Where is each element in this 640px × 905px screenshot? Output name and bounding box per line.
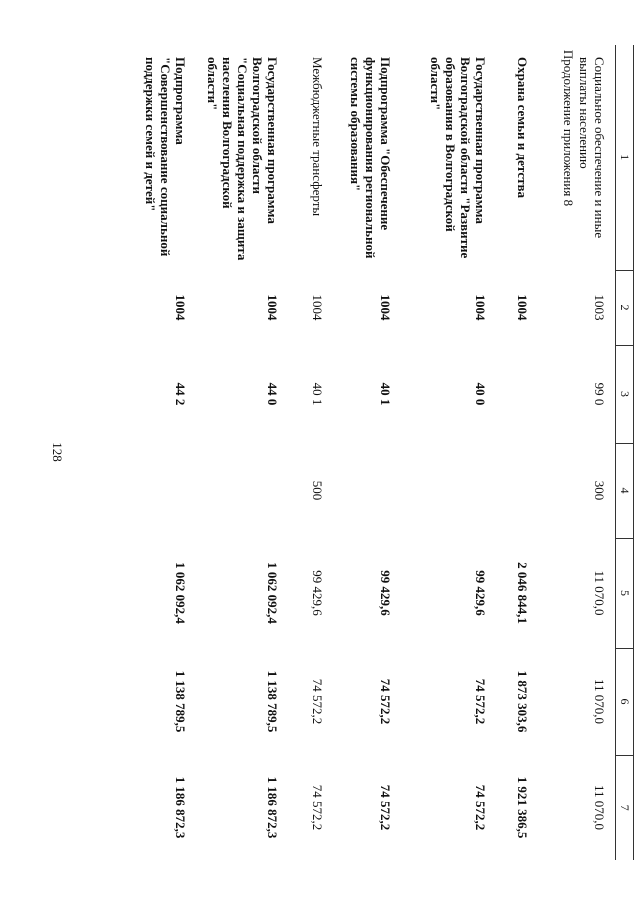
- row-amount-2: 1 873 303,6: [515, 670, 531, 733]
- row-expense-type: 300: [592, 480, 607, 501]
- row-amount-3: 1 921 386,5: [515, 776, 531, 839]
- appendix-continuation-note: Продолжение приложения 8: [561, 49, 576, 207]
- row-amount-2: 74 572,2: [378, 678, 394, 725]
- row-name: Социальное обеспечение и иные выплаты населению: [577, 57, 607, 239]
- header-col-6: 6: [616, 648, 634, 755]
- row-expense-type: [197, 443, 289, 538]
- row-expense-type: [334, 443, 402, 538]
- row-section-code: 1003: [592, 294, 607, 321]
- row-target-code: 44 0: [265, 382, 281, 406]
- row-name: Межбюджетные трансферты: [310, 57, 326, 217]
- row-amount-1: 99 429,6: [378, 570, 394, 616]
- row-amount-2: 1 138 789,5: [173, 670, 189, 733]
- header-col-2: 2: [616, 270, 634, 345]
- row-section-code: 1004: [473, 294, 489, 321]
- row-expense-type: [127, 443, 197, 538]
- row-amount-3: 11 070,0: [592, 784, 607, 831]
- table-row: [197, 45, 289, 860]
- row-amount-1: 99 429,6: [310, 570, 326, 616]
- page-number: 128: [50, 442, 65, 462]
- row-amount-3: 1 186 872,3: [173, 776, 189, 839]
- row-section-code: 1004: [378, 294, 394, 321]
- row-amount-3: 74 572,2: [310, 784, 326, 831]
- row-expense-type: [497, 443, 539, 538]
- row-name: Государственная программа Волгоградской области "Развитие образования в Волгоградской области": [428, 57, 489, 259]
- column-number-header: [616, 45, 634, 860]
- rotated-table-area: [94, 45, 634, 860]
- row-target-code: [497, 345, 539, 443]
- header-col-4: 4: [616, 443, 634, 538]
- row-amount-3: 74 572,2: [378, 784, 394, 831]
- table-row: [402, 45, 497, 860]
- table-row: [334, 45, 402, 860]
- row-amount-2: 74 572,2: [310, 678, 326, 725]
- table-row: [497, 45, 539, 860]
- row-amount-1: 99 429,6: [473, 570, 489, 616]
- row-section-code: 1004: [515, 294, 531, 321]
- row-name: Охрана семьи и детства: [515, 57, 531, 199]
- header-col-5: 5: [616, 538, 634, 648]
- header-col-1: 1: [616, 45, 634, 270]
- row-amount-1: 1 062 092,4: [265, 562, 281, 624]
- row-amount-2: 11 070,0: [592, 678, 607, 725]
- row-target-code: 40 1: [310, 382, 326, 406]
- row-target-code: 99 0: [592, 382, 607, 406]
- row-amount-2: 1 138 789,5: [265, 670, 281, 733]
- row-expense-type: [402, 443, 497, 538]
- row-target-code: 44 2: [173, 382, 189, 406]
- row-amount-2: 74 572,2: [473, 678, 489, 725]
- row-section-code: 1004: [310, 294, 326, 321]
- row-amount-3: 1 186 872,3: [265, 776, 281, 839]
- row-amount-1: 1 062 092,4: [173, 562, 189, 624]
- header-col-3: 3: [616, 345, 634, 443]
- row-expense-type: 500: [310, 480, 326, 501]
- row-section-code: 1004: [265, 294, 281, 321]
- row-name: Государственная программа Волгоградской области "Социальная поддержка и защита населения Волгоградской области": [205, 57, 281, 261]
- row-target-code: 40 0: [473, 382, 489, 406]
- row-target-code: 40 1: [378, 382, 394, 406]
- row-name: Подпрограмма "Совершенствование социальной поддержки семей и детей": [143, 57, 189, 257]
- table-row: [127, 45, 197, 860]
- row-section-code: 1004: [173, 294, 189, 321]
- row-amount-1: 11 070,0: [592, 570, 607, 616]
- row-name: Подпрограмма "Обеспечение функционирования региональной системы образования": [348, 57, 394, 259]
- table-row: [539, 45, 616, 860]
- header-col-7: 7: [616, 755, 634, 860]
- budget-table: [127, 45, 635, 860]
- table-row: [289, 45, 334, 860]
- row-amount-1: 2 046 844,1: [515, 562, 531, 624]
- row-amount-3: 74 572,2: [473, 784, 489, 831]
